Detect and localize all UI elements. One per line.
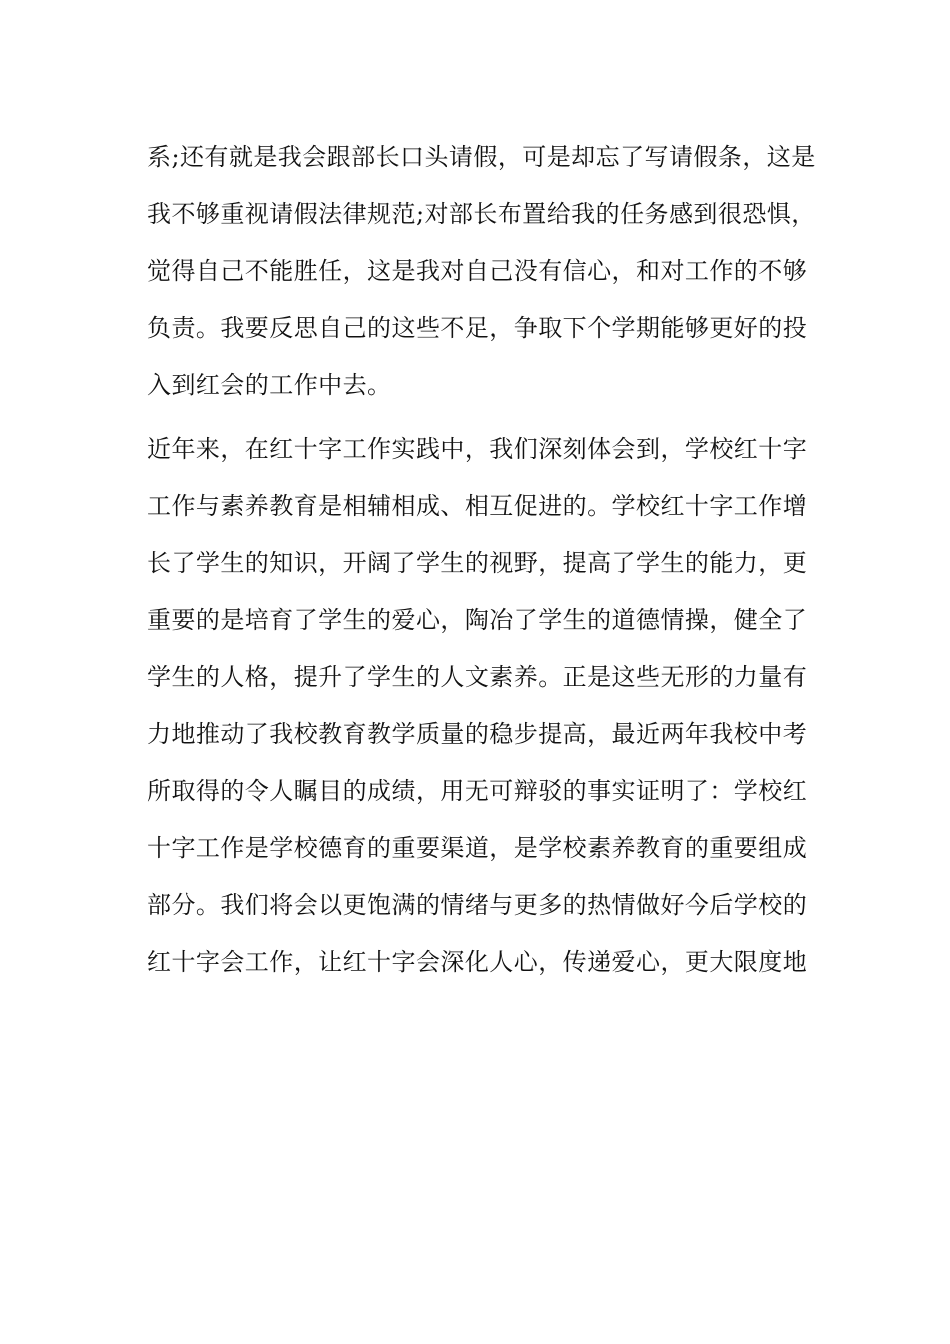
- text-line: 近年来，在红十字工作实践中，我们深刻体会到，学校红十字: [147, 435, 808, 463]
- text-line: 力地推动了我校教育教学质量的稳步提高，最近两年我校中考: [147, 720, 808, 748]
- text-line: 所取得的令人瞩目的成绩，用无可辩驳的事实证明了：学校红: [147, 777, 808, 805]
- text-line: 红十字会工作，让红十字会深化人心，传递爱心，更大限度地: [147, 948, 808, 976]
- text-line: 部分。我们将会以更饱满的情绪与更多的热情做好今后学校的: [147, 891, 808, 919]
- text-line: 长了学生的知识，开阔了学生的视野，提高了学生的能力，更: [147, 549, 808, 577]
- text-line: 觉得自己不能胜任，这是我对自己没有信心，和对工作的不够: [147, 257, 808, 285]
- text-line: 系;还有就是我会跟部长口头请假，可是却忘了写请假条，这是: [147, 143, 816, 171]
- text-line: 重要的是培育了学生的爱心，陶冶了学生的道德情操，健全了: [147, 606, 808, 634]
- text-line: 负责。我要反思自己的这些不足，争取下个学期能够更好的投: [147, 314, 808, 342]
- text-line: 十字工作是学校德育的重要渠道，是学校素养教育的重要组成: [147, 834, 808, 862]
- text-line: 我不够重视请假法律规范;对部长布置给我的任务感到很恐惧，: [147, 200, 816, 228]
- text-line: 工作与素养教育是相辅相成、相互促进的。学校红十字工作增: [147, 492, 808, 520]
- text-line: 入到红会的工作中去。: [147, 371, 392, 399]
- text-line: 学生的人格，提升了学生的人文素养。正是这些无形的力量有: [147, 663, 808, 691]
